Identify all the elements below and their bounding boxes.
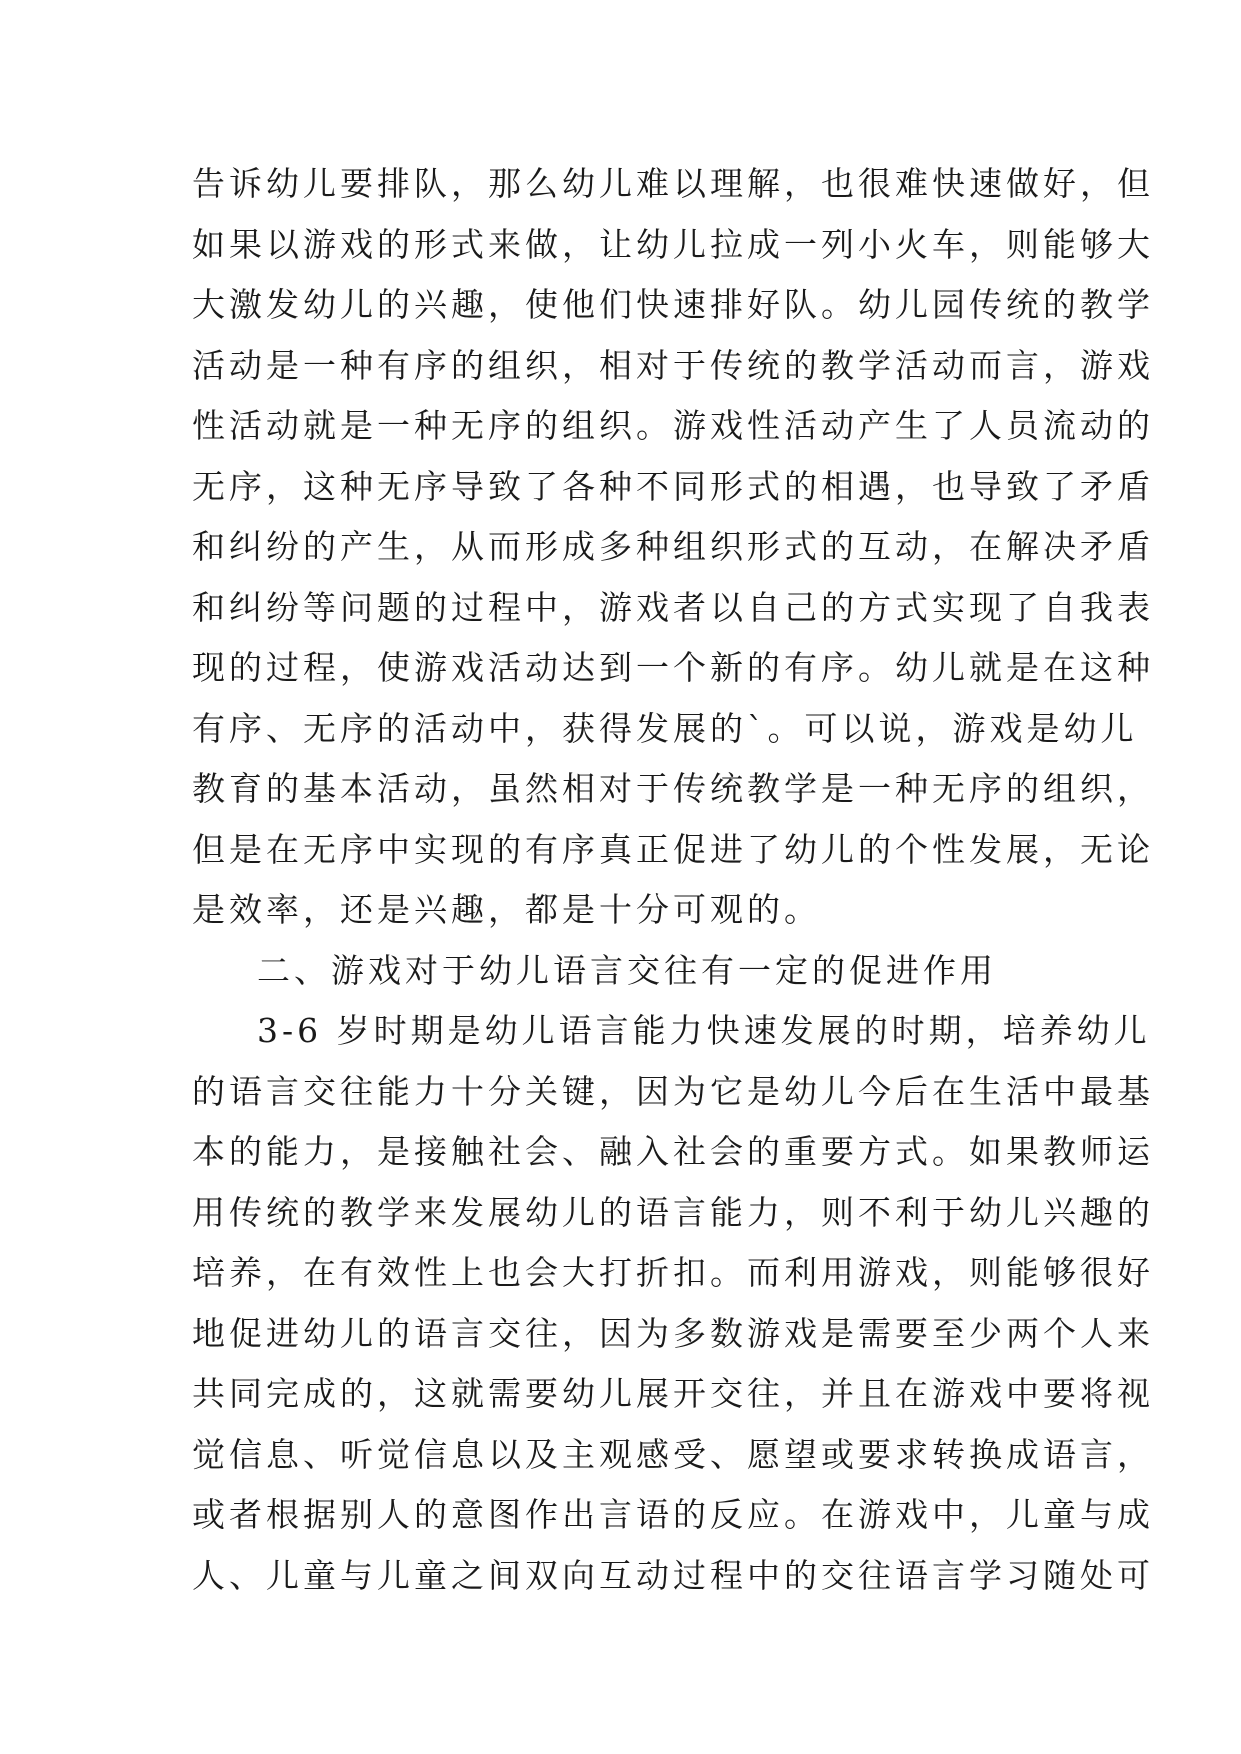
text-line: 是效率，还是兴趣，都是十分可观的。 (192, 890, 821, 929)
text-line: 或者根据别人的意图作出言语的反应。在游戏中，儿童与成 (192, 1495, 1154, 1534)
paragraph-1 (192, 154, 1154, 941)
text-line: 地促进幼儿的语言交往，因为多数游戏是需要至少两个人来 (192, 1313, 1154, 1353)
paragraph-2 (192, 1001, 1154, 1606)
document-body (192, 154, 1154, 1606)
text-line: 觉信息、听觉信息以及主观感受、愿望或要求转换成语言， (192, 1434, 1154, 1474)
text-line: 培养，在有效性上也会大打折扣。而利用游戏，则能够很好 (192, 1253, 1154, 1292)
text-line: 活动是一种有序的组织，相对于传统的教学活动而言，游戏 (192, 345, 1154, 385)
text-line: 人、儿童与儿童之间双向互动过程中的交往语言学习随处可 (192, 1555, 1154, 1595)
text-line: 的语言交往能力十分关键，因为它是幼儿今后在生活中最基 (192, 1071, 1154, 1111)
text-line: 性活动就是一种无序的组织。游戏性活动产生了人员流动的 (192, 406, 1154, 445)
text-line: 共同完成的，这就需要幼儿展开交往，并且在游戏中要将视 (192, 1374, 1154, 1413)
text-line: 告诉幼儿要排队，那么幼儿难以理解，也很难快速做好，但 (192, 164, 1154, 203)
text-line: 现的过程，使游戏活动达到一个新的有序。幼儿就是在这种 (192, 648, 1154, 687)
text-line: 本的能力，是接触社会、融入社会的重要方式。如果教师运 (192, 1132, 1154, 1171)
text-line: 无序，这种无序导致了各种不同形式的相遇，也导致了矛盾 (192, 466, 1154, 506)
text-line: 如果以游戏的形式来做，让幼儿拉成一列小火车，则能够大 (192, 224, 1154, 264)
text-line: 和纠纷的产生，从而形成多种组织形式的互动，在解决矛盾 (192, 527, 1154, 566)
text-line: 用传统的教学来发展幼儿的语言能力，则不利于幼儿兴趣的 (192, 1192, 1154, 1232)
text-line: 教育的基本活动，虽然相对于传统教学是一种无序的组织， (192, 769, 1154, 808)
text-line: 大激发幼儿的兴趣，使他们快速排好队。幼儿园传统的教学 (192, 285, 1154, 324)
text-line: 有序、无序的活动中，获得发展的`。可以说，游戏是幼儿 (192, 708, 1138, 748)
section-heading (192, 941, 1054, 1002)
text-line: 但是在无序中实现的有序真正促进了幼儿的个性发展，无论 (192, 829, 1154, 869)
text-line: 3-6 岁时期是幼儿语言能力快速发展的时期，培养幼儿 (257, 1011, 1151, 1050)
text-line: 和纠纷等问题的过程中，游戏者以自己的方式实现了自我表 (192, 587, 1154, 627)
section-heading-text: 二、游戏对于幼儿语言交往有一定的促进作用 (257, 950, 997, 990)
